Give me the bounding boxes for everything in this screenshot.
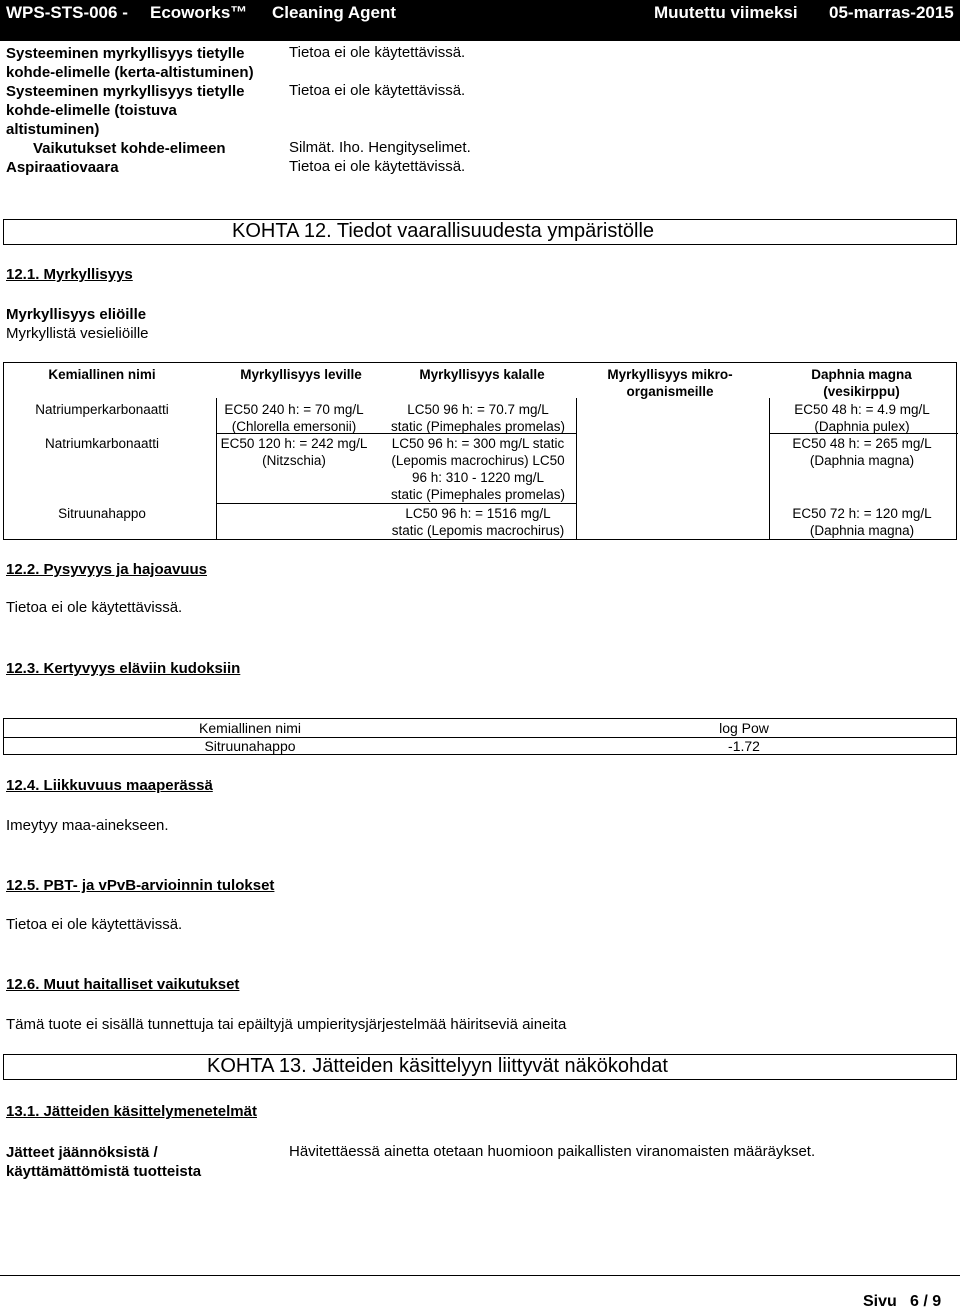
page-label: Sivu <box>863 1293 897 1310</box>
section-13-title: KOHTA 13. Jätteiden käsittelyyn liittyvät näkökohdat <box>207 1055 668 1077</box>
heading-12-6: 12.6. Muut haitalliset vaikutukset <box>6 976 240 993</box>
table-row <box>4 505 200 522</box>
tox-value-target-organs: Silmät. Iho. Hengityselimet. <box>289 139 471 156</box>
eco-toxicity-table <box>3 362 957 540</box>
revised-label: Muutettu viimeksi <box>654 3 798 22</box>
product-name: Ecoworks™ <box>150 3 248 22</box>
pow-header-name: Kemiallinen nimi <box>199 720 301 736</box>
heading-12-5: 12.5. PBT- ja vPvB-arvioinnin tulokset <box>6 877 275 894</box>
eco-heading: Myrkyllisyys eliöille <box>6 306 147 323</box>
persistence-text: Tietoa ei ole käytettävissä. <box>6 599 183 616</box>
tox-label-single: Systeeminen myrkyllisyys tietylle kohde-elimelle (kerta-altistuminen) Systeeminen myrkyllisyys tietylle kohde-elimelle (toistuva altistuminen) Vaikutukset kohde-elimeen Aspiraatiovaara <box>6 45 254 176</box>
eco-cell-fish: LC50 96 h: = 300 mg/L static (Lepomis macrochirus) LC50 96 h: 310 - 1220 mg/L static (Pimephales promelas) <box>390 436 566 502</box>
heading-12-2: 12.2. Pysyvyys ja hajoavuus <box>6 561 207 578</box>
eco-cell-algae: EC50 240 h: = 70 mg/L (Chlorella emersonii) <box>224 402 364 434</box>
eco-header-daphnia: Daphnia magna (vesikirppu) <box>811 367 912 399</box>
eco-cell-fish: LC50 96 h: = 70.7 mg/L static (Pimephales promelas) <box>390 402 566 434</box>
product-type: Cleaning Agent <box>272 3 397 22</box>
eco-cell-name: Sitruunahappo <box>58 506 146 521</box>
pbt-text: Tietoa ei ole käytettävissä. <box>6 916 183 933</box>
eco-header-fish: Myrkyllisyys kalalle <box>419 367 545 382</box>
pow-cell-value: -1.72 <box>728 738 760 754</box>
eco-cell-fish: LC50 96 h: = 1516 mg/L static (Lepomis macrochirus) <box>391 506 565 538</box>
heading-12-1: 12.1. Myrkyllisyys <box>6 266 133 283</box>
heading-13-1: 13.1. Jätteiden käsittelymenetelmät <box>6 1103 257 1120</box>
heading-12-4: 12.4. Liikkuvuus maaperässä <box>6 777 213 794</box>
table-row <box>4 401 200 418</box>
eco-cell-daphnia: EC50 48 h: = 4.9 mg/L (Daphnia pulex) <box>794 402 930 434</box>
tox-value-repeated: Tietoa ei ole käytettävissä. <box>289 82 466 99</box>
eco-cell-name: Natriumkarbonaatti <box>44 436 160 451</box>
section-13-title-box <box>3 1054 957 1080</box>
doc-id: WPS-STS-006 - <box>6 3 128 22</box>
eco-cell-algae: EC50 120 h: = 242 mg/L (Nitzschia) <box>220 436 368 468</box>
eco-header-micro: Myrkyllisyys mikro-organismeille <box>607 367 733 399</box>
table-row <box>4 435 200 452</box>
eco-cell-daphnia: EC50 72 h: = 120 mg/L (Daphnia magna) <box>792 506 932 538</box>
mobility-text: Imeytyy maa-ainekseen. <box>6 817 169 834</box>
tox-value-aspiration: Tietoa ei ole käytettävissä. <box>289 158 466 175</box>
eco-cell-name: Natriumperkarbonaatti <box>35 402 169 417</box>
page-number: 6 / 9 <box>910 1293 942 1310</box>
section-12-title-box <box>3 219 957 245</box>
heading-12-3: 12.3. Kertyvyys eläviin kudoksiin <box>6 660 241 677</box>
eco-header-name: Kemiallinen nimi <box>48 367 156 382</box>
revised-date: 05-marras-2015 <box>829 3 954 22</box>
other-effects-text: Tämä tuote ei sisällä tunnettuja tai epäiltyjä umpieritysjärjestelmää häiritseviä aineita <box>6 1016 567 1033</box>
tox-value-single: Tietoa ei ole käytettävissä. <box>289 44 466 61</box>
section-12-title: KOHTA 12. Tiedot vaarallisuudesta ympäristölle <box>232 220 655 242</box>
waste-label: Jätteet jäännöksistä / käyttämättömistä tuotteista <box>6 1144 202 1180</box>
header-rule <box>0 40 960 41</box>
log-pow-table <box>3 718 957 755</box>
footer-rule <box>0 1275 960 1276</box>
eco-header-algae: Myrkyllisyys leville <box>240 367 362 382</box>
table-row: Sitruunahappo <box>204 738 296 754</box>
pow-header-value: log Pow <box>719 720 769 736</box>
aquatic-label: Myrkyllistä vesieliöille <box>6 325 149 342</box>
eco-cell-daphnia: EC50 48 h: = 265 mg/L (Daphnia magna) <box>792 436 932 468</box>
document-header <box>0 0 960 40</box>
waste-text: Hävitettäessä ainetta otetaan huomioon paikallisten viranomaisten määräykset. <box>289 1143 816 1160</box>
